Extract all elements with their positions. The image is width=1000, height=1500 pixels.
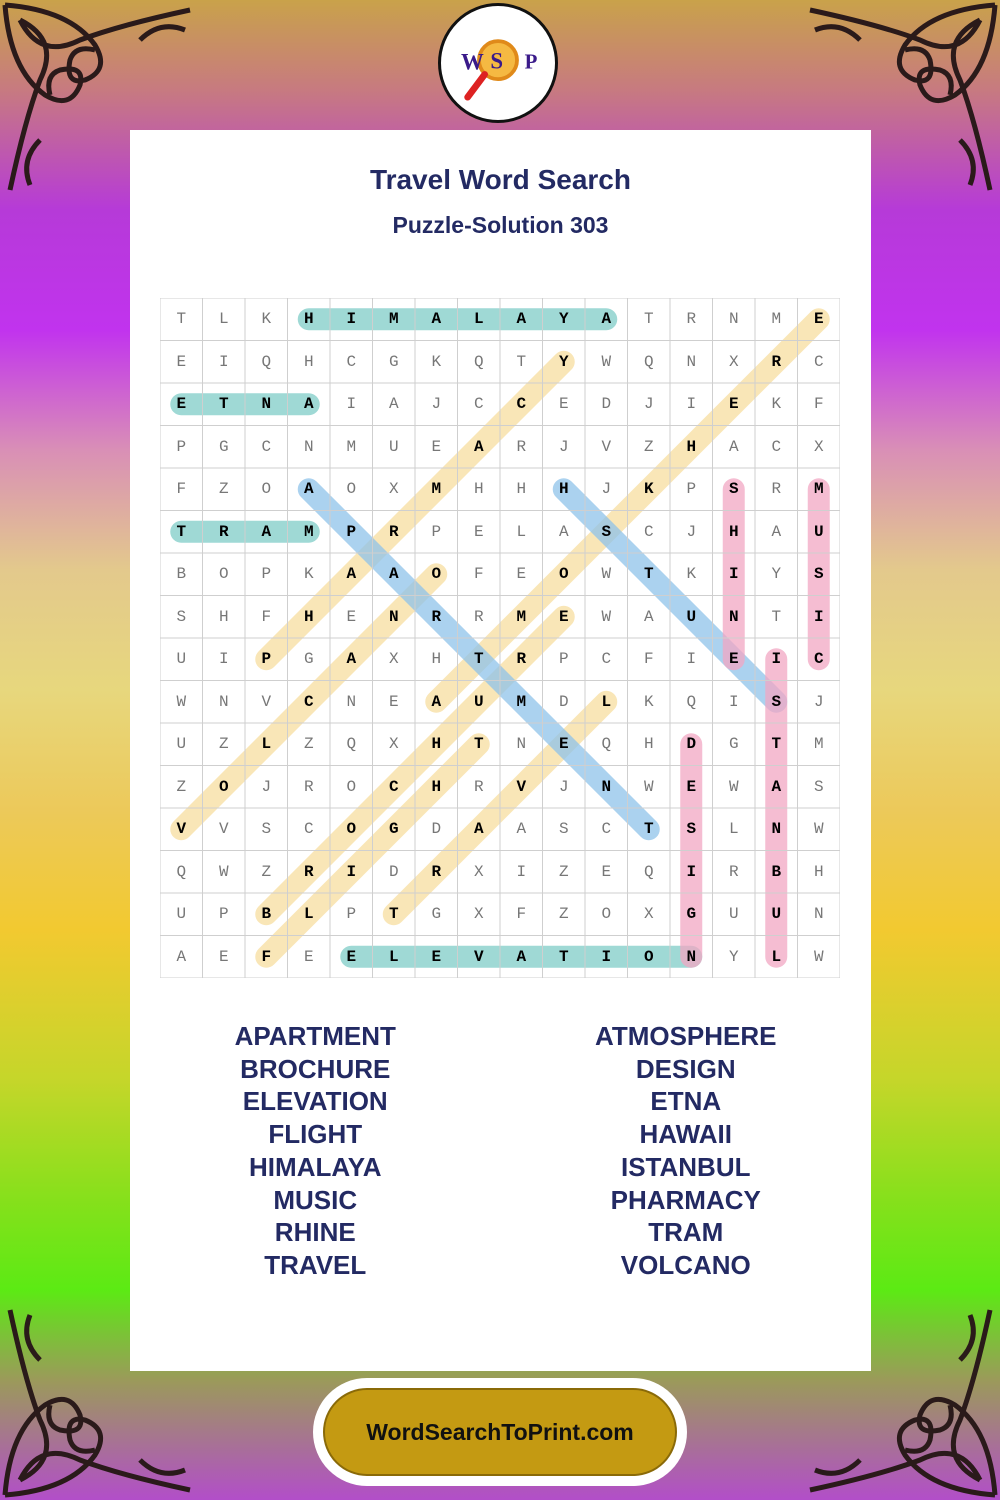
- grid-cells: [160, 298, 840, 978]
- word-music: MUSIC: [273, 1184, 358, 1215]
- grid-cell[interactable]: X: [728, 352, 739, 371]
- grid-cell[interactable]: T: [388, 905, 399, 924]
- grid-cell[interactable]: E: [346, 607, 357, 626]
- grid-cell[interactable]: K: [261, 310, 272, 329]
- grid-cell[interactable]: S: [176, 607, 187, 626]
- grid-cell[interactable]: D: [388, 862, 399, 881]
- grid-cell[interactable]: Q: [261, 352, 272, 371]
- grid-cell[interactable]: G: [686, 905, 697, 924]
- grid-cell[interactable]: N: [686, 352, 697, 371]
- grid-cell[interactable]: C: [813, 650, 824, 669]
- grid-cell[interactable]: O: [346, 777, 357, 796]
- grid-cell[interactable]: G: [728, 735, 739, 754]
- grid-cell[interactable]: H: [431, 735, 442, 754]
- grid-cell[interactable]: U: [771, 905, 782, 924]
- grid-cell[interactable]: N: [388, 607, 399, 626]
- grid-cell[interactable]: Y: [558, 352, 569, 371]
- grid-cell[interactable]: R: [728, 862, 739, 881]
- grid-cell[interactable]: M: [516, 607, 527, 626]
- word-pharmacy: PHARMACY: [610, 1184, 761, 1215]
- grid-cell[interactable]: I: [813, 607, 824, 626]
- grid-cell[interactable]: V: [261, 692, 272, 711]
- word-list-right: [501, 1020, 872, 1282]
- grid-cell[interactable]: P: [431, 522, 442, 541]
- grid-cell[interactable]: W: [813, 947, 824, 966]
- grid-cell[interactable]: J: [558, 437, 569, 456]
- grid-cell[interactable]: N: [728, 607, 739, 626]
- grid-cell[interactable]: A: [516, 947, 527, 966]
- grid-cell[interactable]: V: [218, 820, 229, 839]
- word-apartment: APARTMENT: [234, 1021, 396, 1051]
- grid-cell[interactable]: L: [261, 735, 272, 754]
- grid-cell[interactable]: K: [643, 480, 654, 499]
- grid-cell[interactable]: S: [813, 777, 824, 796]
- grid-cell[interactable]: T: [771, 607, 782, 626]
- grid-cell[interactable]: R: [516, 650, 527, 669]
- grid-cell[interactable]: Q: [176, 862, 187, 881]
- grid-cell[interactable]: M: [303, 522, 314, 541]
- website-badge[interactable]: [313, 1378, 687, 1486]
- grid-cell[interactable]: O: [601, 905, 612, 924]
- grid-cell[interactable]: H: [303, 310, 314, 329]
- grid-cell[interactable]: S: [771, 692, 782, 711]
- grid-cell[interactable]: F: [813, 395, 824, 414]
- grid-cell[interactable]: R: [771, 352, 782, 371]
- grid-cell[interactable]: Z: [176, 777, 187, 796]
- grid-cell[interactable]: V: [473, 947, 484, 966]
- website-link[interactable]: WordSearchToPrint.com: [323, 1388, 677, 1476]
- grid-cell[interactable]: G: [218, 437, 229, 456]
- word-etna: ETNA: [650, 1086, 722, 1117]
- page-subtitle: Puzzle-Solution 303: [392, 212, 609, 238]
- grid-cell[interactable]: E: [431, 947, 442, 966]
- grid-cell[interactable]: Y: [558, 310, 569, 329]
- grid-cell[interactable]: B: [176, 565, 187, 584]
- grid-cell[interactable]: A: [303, 395, 314, 414]
- page-title: Travel Word Search: [370, 164, 631, 195]
- grid-cell[interactable]: W: [728, 777, 739, 796]
- grid-cell[interactable]: F: [261, 607, 272, 626]
- grid-cell[interactable]: N: [601, 777, 612, 796]
- grid-cell[interactable]: Z: [261, 862, 272, 881]
- grid-cell[interactable]: O: [218, 565, 229, 584]
- grid-cell[interactable]: A: [473, 437, 484, 456]
- grid-cell[interactable]: T: [643, 820, 654, 839]
- grid-cell[interactable]: M: [346, 437, 357, 456]
- grid-cell[interactable]: K: [303, 565, 314, 584]
- grid-cell[interactable]: P: [218, 905, 229, 924]
- grid-cell[interactable]: C: [516, 395, 527, 414]
- grid-cell[interactable]: E: [218, 947, 229, 966]
- grid-cell[interactable]: U: [388, 437, 399, 456]
- grid-cell[interactable]: A: [346, 565, 357, 584]
- word-travel: TRAVEL: [264, 1249, 367, 1280]
- grid-cell[interactable]: H: [686, 437, 697, 456]
- grid-cell[interactable]: U: [473, 692, 484, 711]
- grid-cell[interactable]: R: [388, 522, 399, 541]
- grid-cell[interactable]: I: [516, 862, 527, 881]
- grid-cell[interactable]: B: [771, 862, 782, 881]
- grid-cell[interactable]: K: [643, 692, 654, 711]
- grid-cell[interactable]: U: [176, 735, 187, 754]
- grid-cell[interactable]: S: [261, 820, 272, 839]
- grid-cell[interactable]: H: [643, 735, 654, 754]
- grid-cell[interactable]: A: [601, 310, 612, 329]
- grid-cell[interactable]: S: [558, 820, 569, 839]
- grid-cell[interactable]: L: [388, 947, 399, 966]
- grid-cell[interactable]: J: [813, 692, 824, 711]
- grid-cell[interactable]: J: [431, 395, 442, 414]
- grid-cell[interactable]: J: [686, 522, 697, 541]
- grid-cell[interactable]: O: [643, 947, 654, 966]
- grid-cell[interactable]: H: [218, 607, 229, 626]
- grid-cell[interactable]: N: [346, 692, 357, 711]
- grid-cell[interactable]: R: [431, 607, 442, 626]
- grid-cell[interactable]: I: [346, 395, 357, 414]
- grid-cell[interactable]: I: [771, 650, 782, 669]
- grid-cell[interactable]: J: [261, 777, 272, 796]
- grid-cell[interactable]: A: [431, 310, 442, 329]
- grid-cell[interactable]: C: [261, 437, 272, 456]
- grid-cell[interactable]: Y: [728, 947, 739, 966]
- grid-cell[interactable]: T: [473, 650, 484, 669]
- grid-cell[interactable]: M: [431, 480, 442, 499]
- grid-cell[interactable]: Q: [473, 352, 484, 371]
- grid-cell[interactable]: M: [388, 310, 399, 329]
- word-list-left: [130, 1020, 501, 1282]
- grid-cell[interactable]: E: [728, 395, 739, 414]
- grid-cell[interactable]: N: [813, 905, 824, 924]
- grid-cell[interactable]: I: [601, 947, 612, 966]
- grid-cell[interactable]: C: [388, 777, 399, 796]
- grid-cell[interactable]: T: [473, 735, 484, 754]
- grid-cell[interactable]: W: [601, 607, 612, 626]
- grid-cell[interactable]: H: [558, 480, 569, 499]
- grid-cell[interactable]: D: [686, 735, 697, 754]
- word-hawaii: HAWAII: [639, 1119, 732, 1150]
- word-volcano: VOLCANO: [620, 1249, 751, 1280]
- grid-cell[interactable]: J: [643, 395, 654, 414]
- grid-cell[interactable]: T: [643, 310, 654, 329]
- word-himalaya: HIMALAYA: [249, 1151, 382, 1182]
- grid-cell[interactable]: O: [346, 480, 357, 499]
- grid-cell[interactable]: W: [176, 692, 187, 711]
- grid-cell[interactable]: B: [261, 905, 272, 924]
- grid-cell[interactable]: E: [176, 395, 187, 414]
- grid-cell[interactable]: E: [176, 352, 187, 371]
- grid-cell[interactable]: A: [176, 947, 187, 966]
- grid-cell[interactable]: I: [346, 862, 357, 881]
- grid-cell[interactable]: N: [686, 947, 697, 966]
- grid-cell[interactable]: I: [686, 650, 697, 669]
- grid-cell[interactable]: R: [516, 437, 527, 456]
- grid-cell[interactable]: A: [431, 692, 442, 711]
- grid-cell[interactable]: T: [516, 352, 527, 371]
- grid-cell[interactable]: F: [516, 905, 527, 924]
- grid-cell[interactable]: T: [176, 310, 187, 329]
- grid-cell[interactable]: O: [431, 565, 442, 584]
- grid-cell[interactable]: A: [346, 650, 357, 669]
- grid-cell[interactable]: T: [176, 522, 187, 541]
- grid-cell[interactable]: L: [218, 310, 229, 329]
- grid-cell[interactable]: X: [473, 905, 484, 924]
- grid-cell[interactable]: F: [643, 650, 654, 669]
- grid-cell[interactable]: X: [473, 862, 484, 881]
- grid-cell[interactable]: T: [771, 735, 782, 754]
- grid-cell[interactable]: R: [473, 607, 484, 626]
- grid-cell[interactable]: X: [388, 650, 399, 669]
- grid-cell[interactable]: E: [431, 437, 442, 456]
- grid-cell[interactable]: I: [686, 395, 697, 414]
- grid-cell[interactable]: T: [218, 395, 229, 414]
- grid-cell[interactable]: C: [643, 522, 654, 541]
- grid-cell[interactable]: G: [388, 352, 399, 371]
- grid-cell[interactable]: S: [686, 820, 697, 839]
- grid-cell[interactable]: I: [218, 352, 229, 371]
- grid-cell[interactable]: E: [558, 735, 569, 754]
- wsp-logo[interactable]: [438, 3, 558, 123]
- word-rhine: RHINE: [274, 1217, 356, 1248]
- grid-cell[interactable]: A: [771, 777, 782, 796]
- grid-cell[interactable]: I: [728, 565, 739, 584]
- word-brochure: BROCHURE: [240, 1053, 391, 1084]
- grid-cell[interactable]: M: [516, 692, 527, 711]
- word-flight: FLIGHT: [268, 1119, 363, 1150]
- grid-cell[interactable]: C: [346, 352, 357, 371]
- grid-cell[interactable]: I: [686, 862, 697, 881]
- grid-cell[interactable]: A: [728, 437, 739, 456]
- grid-cell[interactable]: L: [516, 522, 527, 541]
- grid-cell[interactable]: Y: [771, 565, 782, 584]
- grid-cell[interactable]: T: [643, 565, 654, 584]
- grid-cell[interactable]: F: [473, 565, 484, 584]
- grid-cell[interactable]: A: [473, 820, 484, 839]
- grid-cell[interactable]: P: [261, 565, 272, 584]
- grid-cell[interactable]: P: [261, 650, 272, 669]
- puzzle-sheet: [130, 130, 871, 1371]
- word-istanbul: ISTANBUL: [620, 1151, 751, 1182]
- grid-cell[interactable]: I: [728, 692, 739, 711]
- word-tram: TRAM: [648, 1217, 724, 1248]
- grid-cell[interactable]: C: [473, 395, 484, 414]
- grid-cell[interactable]: G: [388, 820, 399, 839]
- grid-cell[interactable]: R: [771, 480, 782, 499]
- grid-cell[interactable]: S: [601, 522, 612, 541]
- grid-cell[interactable]: G: [431, 905, 442, 924]
- grid-cell[interactable]: I: [346, 310, 357, 329]
- grid-cell[interactable]: W: [643, 777, 654, 796]
- grid-cell[interactable]: P: [346, 522, 357, 541]
- grid-cell[interactable]: H: [303, 607, 314, 626]
- grid-cell[interactable]: C: [813, 352, 824, 371]
- grid-cell[interactable]: Z: [303, 735, 314, 754]
- grid-cell[interactable]: E: [728, 650, 739, 669]
- logo-letter-s: S: [490, 48, 504, 74]
- grid-cell[interactable]: W: [601, 565, 612, 584]
- grid-cell[interactable]: R: [303, 862, 314, 881]
- grid-cell[interactable]: M: [813, 480, 824, 499]
- grid-cell[interactable]: Q: [601, 735, 612, 754]
- logo-letter-w: W: [460, 49, 484, 75]
- grid-cell[interactable]: E: [303, 947, 314, 966]
- grid-cell[interactable]: X: [813, 437, 824, 456]
- word-list: [130, 1020, 871, 1282]
- grid-cell[interactable]: Q: [686, 692, 697, 711]
- grid-cell[interactable]: D: [431, 820, 442, 839]
- grid-cell[interactable]: N: [728, 310, 739, 329]
- grid-cell[interactable]: E: [516, 565, 527, 584]
- grid-cell[interactable]: H: [473, 480, 484, 499]
- grid-cell[interactable]: R: [686, 310, 697, 329]
- grid-cell[interactable]: W: [601, 352, 612, 371]
- grid-cell[interactable]: E: [601, 862, 612, 881]
- grid-cell[interactable]: Z: [558, 905, 569, 924]
- grid-cell[interactable]: S: [813, 565, 824, 584]
- grid-cell[interactable]: N: [771, 820, 782, 839]
- grid-cell[interactable]: L: [771, 947, 782, 966]
- grid-cell[interactable]: L: [728, 820, 739, 839]
- grid-cell[interactable]: K: [686, 565, 697, 584]
- grid-cell[interactable]: X: [388, 480, 399, 499]
- grid-cell[interactable]: A: [643, 607, 654, 626]
- grid-cell[interactable]: H: [431, 777, 442, 796]
- word-design: DESIGN: [635, 1053, 736, 1084]
- grid-cell[interactable]: C: [601, 650, 612, 669]
- grid-cell[interactable]: U: [813, 522, 824, 541]
- grid-cell[interactable]: A: [558, 522, 569, 541]
- grid-cell[interactable]: A: [388, 395, 399, 414]
- grid-cell[interactable]: C: [303, 692, 314, 711]
- word-search-grid: [160, 298, 840, 978]
- grid-cell[interactable]: F: [176, 480, 187, 499]
- grid-cell[interactable]: H: [728, 522, 739, 541]
- grid-cell[interactable]: O: [346, 820, 357, 839]
- grid-cell[interactable]: W: [218, 862, 229, 881]
- grid-cell[interactable]: P: [558, 650, 569, 669]
- grid-cell[interactable]: Z: [643, 437, 654, 456]
- grid-cell[interactable]: P: [176, 437, 187, 456]
- grid-cell[interactable]: R: [473, 777, 484, 796]
- grid-cell[interactable]: A: [303, 480, 314, 499]
- grid-cell[interactable]: X: [643, 905, 654, 924]
- grid-cell[interactable]: D: [601, 395, 612, 414]
- grid-cell[interactable]: E: [346, 947, 357, 966]
- grid-cell[interactable]: Q: [643, 352, 654, 371]
- grid-cell[interactable]: M: [813, 735, 824, 754]
- grid-cell[interactable]: H: [813, 862, 824, 881]
- grid-cell[interactable]: Z: [218, 480, 229, 499]
- grid-cell[interactable]: A: [516, 310, 527, 329]
- grid-cell[interactable]: E: [558, 395, 569, 414]
- grid-cell[interactable]: W: [813, 820, 824, 839]
- grid-cell[interactable]: U: [176, 650, 187, 669]
- grid-cell[interactable]: O: [261, 480, 272, 499]
- grid-cell[interactable]: N: [218, 692, 229, 711]
- grid-cell[interactable]: Q: [643, 862, 654, 881]
- grid-cell[interactable]: P: [346, 905, 357, 924]
- grid-cell[interactable]: J: [558, 777, 569, 796]
- grid-cell[interactable]: R: [303, 777, 314, 796]
- word-elevation: ELEVATION: [242, 1086, 388, 1117]
- grid-cell[interactable]: L: [303, 905, 314, 924]
- grid-cell[interactable]: R: [431, 862, 442, 881]
- grid-cell[interactable]: H: [516, 480, 527, 499]
- grid-cell[interactable]: F: [261, 947, 272, 966]
- grid-cell[interactable]: S: [728, 480, 739, 499]
- grid-cell[interactable]: K: [771, 395, 782, 414]
- magnifier-handle-icon: [468, 74, 485, 97]
- grid-cell[interactable]: M: [771, 310, 782, 329]
- grid-cell[interactable]: H: [303, 352, 314, 371]
- grid-cell[interactable]: I: [218, 650, 229, 669]
- grid-cell[interactable]: C: [303, 820, 314, 839]
- grid-cell[interactable]: O: [558, 565, 569, 584]
- grid-cell[interactable]: X: [388, 735, 399, 754]
- grid-cell[interactable]: A: [516, 820, 527, 839]
- grid-cell[interactable]: Q: [346, 735, 357, 754]
- grid-cell[interactable]: N: [261, 395, 272, 414]
- grid-cell[interactable]: C: [601, 820, 612, 839]
- grid-cell[interactable]: A: [771, 522, 782, 541]
- grid-cell[interactable]: H: [431, 650, 442, 669]
- grid-cell[interactable]: J: [601, 480, 612, 499]
- grid-cell[interactable]: T: [558, 947, 569, 966]
- grid-cell[interactable]: C: [771, 437, 782, 456]
- grid-cell[interactable]: U: [686, 607, 697, 626]
- grid-cell[interactable]: L: [601, 692, 612, 711]
- grid-cell[interactable]: L: [473, 310, 484, 329]
- grid-cell[interactable]: A: [388, 565, 399, 584]
- grid-cell[interactable]: P: [686, 480, 697, 499]
- grid-cell[interactable]: K: [431, 352, 442, 371]
- grid-cell[interactable]: R: [218, 522, 229, 541]
- grid-cell[interactable]: E: [558, 607, 569, 626]
- grid-cell[interactable]: Z: [218, 735, 229, 754]
- grid-cell[interactable]: G: [303, 650, 314, 669]
- grid-cell[interactable]: U: [176, 905, 187, 924]
- grid-cell[interactable]: E: [473, 522, 484, 541]
- grid-cell[interactable]: V: [176, 820, 187, 839]
- grid-cell[interactable]: E: [388, 692, 399, 711]
- grid-cell[interactable]: V: [601, 437, 612, 456]
- grid-cell[interactable]: E: [813, 310, 824, 329]
- grid-cell[interactable]: Z: [558, 862, 569, 881]
- grid-cell[interactable]: N: [516, 735, 527, 754]
- grid-cell[interactable]: O: [218, 777, 229, 796]
- grid-cell[interactable]: U: [728, 905, 739, 924]
- grid-cell[interactable]: D: [558, 692, 569, 711]
- word-atmosphere: ATMOSPHERE: [594, 1021, 777, 1051]
- grid-cell[interactable]: N: [303, 437, 314, 456]
- grid-cell[interactable]: A: [261, 522, 272, 541]
- grid-cell[interactable]: E: [686, 777, 697, 796]
- grid-cell[interactable]: V: [516, 777, 527, 796]
- logo-letter-p: P: [524, 49, 538, 74]
